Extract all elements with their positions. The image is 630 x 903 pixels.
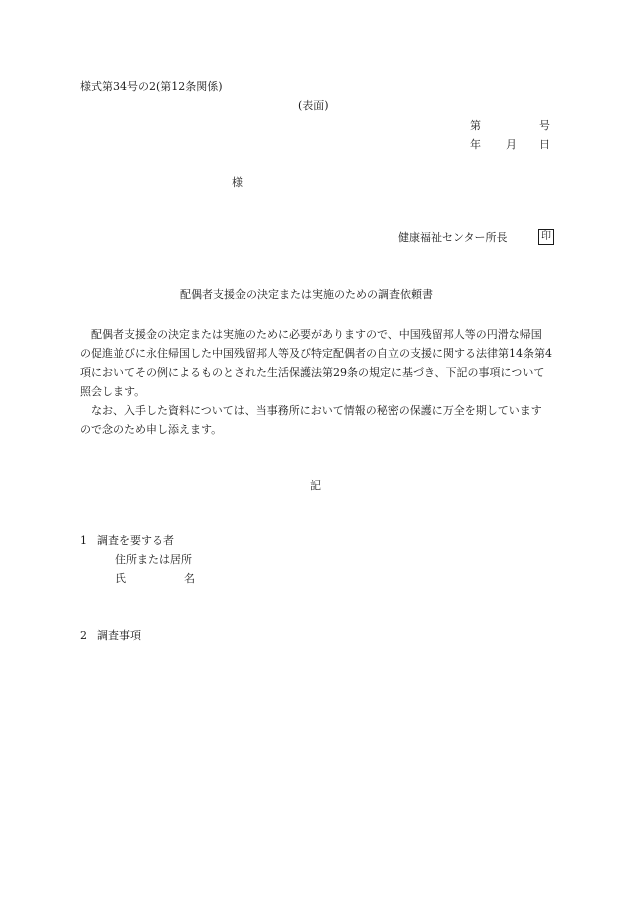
form-number: 様式第34号の2(第12条関係): [80, 80, 223, 93]
document-number-prefix: 第: [470, 119, 481, 132]
seal-mark: 印: [538, 229, 554, 245]
date-year-label: 年: [470, 138, 481, 151]
body-text: [80, 325, 552, 439]
document-title: 配偶者支援金の決定または実施のための調査依頼書: [180, 288, 433, 301]
name-label-first-char: 氏: [115, 572, 126, 585]
sender-title: 健康福祉センター所長: [398, 231, 508, 244]
ki-heading: 記: [310, 479, 321, 492]
section-1-number: 1: [80, 534, 87, 547]
section-2-number: 2: [80, 629, 87, 642]
section-2-title: 調査事項: [97, 629, 141, 642]
section-1-title: 調査を要する者: [97, 534, 174, 547]
date-day-label: 日: [539, 138, 550, 151]
name-label-second-char: 名: [184, 572, 195, 585]
date-month-label: 月: [506, 138, 517, 151]
address-label: 住所または居所: [115, 553, 192, 566]
body-paragraph-1: 配偶者支援金の決定または実施のために必要がありますので、中国残留邦人等の円滑な帰国の促進並びに永住帰国した中国残留邦人等及び特定配偶者の自立の支援に関する法律第14条第4項においてその例によるものとされた生活保護法第29条の規定に基づき、下記の事項について照会します。: [80, 328, 552, 398]
addressee-honorific: 様: [232, 176, 243, 189]
document-number-suffix: 号: [539, 119, 550, 132]
body-paragraph-2: なお、入手した資料については、当事務所において情報の秘密の保護に万全を期していますので念のため申し添えます。: [80, 404, 542, 436]
side-label: (表面): [298, 99, 329, 112]
